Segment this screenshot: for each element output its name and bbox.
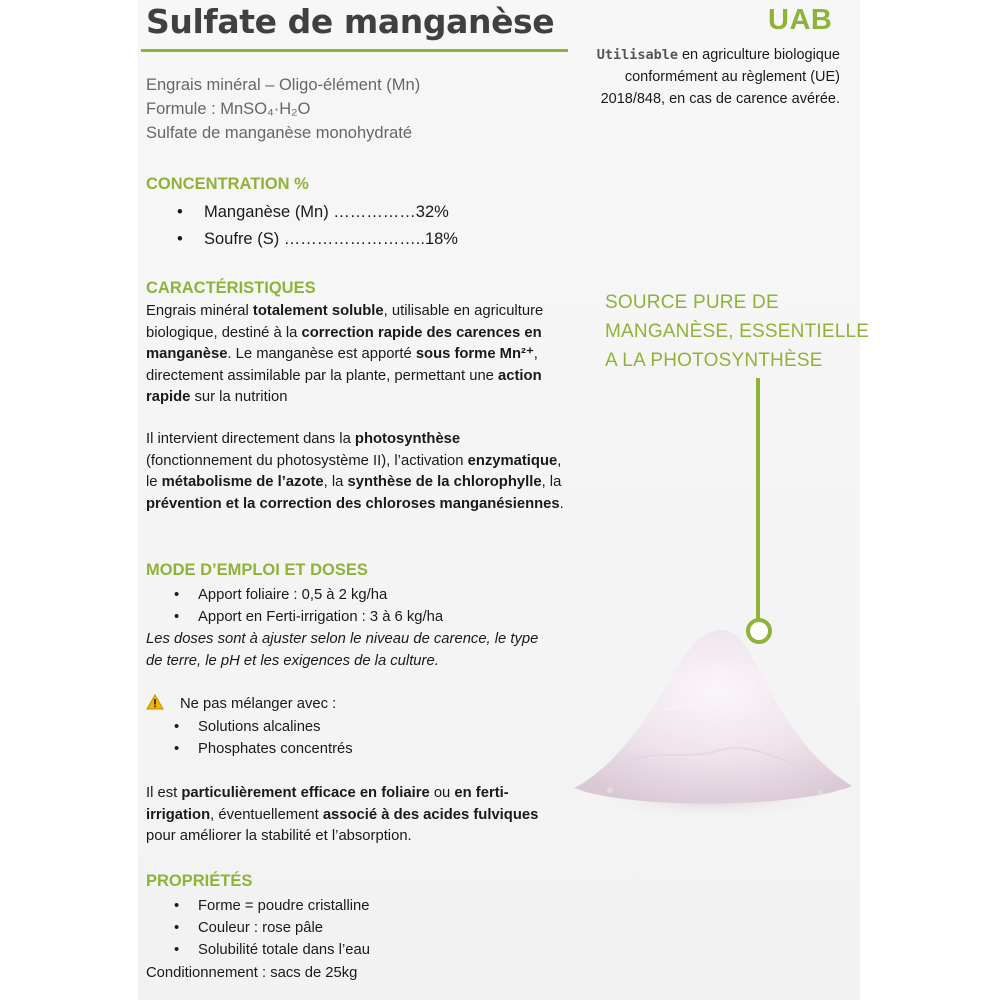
text-run: Il est bbox=[146, 785, 182, 801]
warning-line bbox=[146, 693, 336, 717]
warning-label: Ne pas mélanger avec : bbox=[180, 696, 337, 712]
bold-text: enzymatique bbox=[467, 452, 558, 469]
subtitle-formula: Formule : MnSO₄·H₂O bbox=[146, 100, 311, 118]
usage-list bbox=[172, 584, 443, 628]
uab-note-line3: 2018/848, en cas de carence avérée. bbox=[600, 91, 840, 107]
text-run: , la bbox=[323, 474, 348, 490]
text-run: ou bbox=[429, 785, 455, 801]
list-item: • Phosphates concentrés bbox=[172, 738, 353, 760]
properties-heading: PROPRIÉTÉS bbox=[146, 872, 253, 890]
bold-text: correction rapide des carences en manganèse bbox=[146, 324, 542, 362]
callout-connector-line bbox=[756, 378, 760, 621]
list-item: • Apport foliaire : 0,5 à 2 kg/ha bbox=[172, 584, 443, 606]
uab-note-line2: conformément au règlement (UE) bbox=[624, 69, 840, 85]
list-item: • Apport en Ferti-irrigation : 3 à 6 kg/ha bbox=[172, 606, 443, 628]
text-run: , le bbox=[146, 452, 562, 490]
subtitle-type: Engrais minéral – Oligo-élément (Mn) bbox=[146, 76, 421, 94]
characteristics-paragraph-2 bbox=[146, 429, 566, 515]
bold-text: associé à des acides fulviques bbox=[322, 806, 539, 823]
text-run: pour améliorer la stabilité et l’absorption. bbox=[146, 828, 412, 844]
list-item: • Solutions alcalines bbox=[172, 716, 353, 738]
callout-line: SOURCE PURE DE bbox=[605, 292, 779, 313]
callout-text bbox=[605, 288, 869, 375]
text-run: , éventuellement bbox=[210, 806, 323, 823]
bold-text: prévention et la correction des chloroses manganésiennes bbox=[146, 495, 560, 512]
warning-icon bbox=[146, 694, 168, 717]
bold-text: particulièrement efficace en foliaire bbox=[181, 785, 430, 801]
text-run: Engrais minéral bbox=[146, 303, 253, 319]
list-item: • Solubilité totale dans l’eau bbox=[172, 939, 370, 961]
bold-text: en ferti-irrigation bbox=[146, 785, 509, 823]
powder-pile-image bbox=[570, 610, 855, 825]
text-run: . bbox=[559, 495, 564, 512]
characteristics-heading: CARACTÉRISTIQUES bbox=[146, 279, 316, 297]
bold-text: totalement soluble bbox=[252, 303, 384, 319]
usage-note: Les doses sont à ajuster selon le niveau de carence, le type de terre, le pH et les exigences de la culture. bbox=[146, 631, 539, 669]
text-run: Il intervient directement dans la bbox=[146, 431, 355, 447]
concentration-heading: CONCENTRATION % bbox=[146, 175, 309, 193]
bold-text: métabolisme de l’azote bbox=[161, 474, 324, 490]
list-item: • Soufre (S) ……………………..18% bbox=[175, 226, 458, 253]
efficacy-paragraph bbox=[146, 783, 571, 848]
callout-line: MANGANÈSE, ESSENTIELLE bbox=[605, 321, 870, 342]
uab-badge: UAB bbox=[768, 4, 833, 36]
text-run: sur la nutrition bbox=[190, 389, 288, 405]
text-run: (fonctionnement du photosystème II), l’activation bbox=[146, 452, 468, 469]
list-item: • Manganèse (Mn) ……………32% bbox=[175, 199, 458, 226]
usage-heading: MODE D’EMPLOI ET DOSES bbox=[146, 561, 368, 579]
title-underline bbox=[141, 49, 568, 52]
callout-line: A LA PHOTOSYNTHÈSE bbox=[605, 350, 823, 371]
text-run: , utilisable en agriculture biologique, destiné à la bbox=[146, 303, 544, 341]
product-subtitle bbox=[146, 73, 420, 145]
list-item: • Forme = poudre cristalline bbox=[172, 895, 370, 917]
bold-text: action rapide bbox=[146, 367, 542, 405]
text-run: , directement assimilable par la plante, permettant une bbox=[146, 346, 538, 384]
bold-text: synthèse de la chlorophylle bbox=[347, 474, 542, 490]
text-run: , la bbox=[541, 474, 562, 490]
warning-list bbox=[172, 716, 353, 760]
uab-note-lead: Utilisable bbox=[596, 47, 678, 63]
uab-note-line1: en agriculture biologique bbox=[677, 47, 840, 63]
characteristics-paragraph-1 bbox=[146, 301, 566, 409]
properties-list bbox=[172, 895, 370, 961]
product-title: Sulfate de manganèse bbox=[146, 2, 555, 41]
bold-text: photosynthèse bbox=[354, 431, 461, 447]
concentration-list bbox=[175, 199, 458, 253]
bold-text: sous forme Mn²⁺ bbox=[415, 346, 534, 362]
packaging-line: Conditionnement : sacs de 25kg bbox=[146, 965, 358, 981]
text-run: . Le manganèse est apporté bbox=[227, 346, 416, 362]
subtitle-name: Sulfate de manganèse monohydraté bbox=[146, 124, 413, 142]
list-item: • Couleur : rose pâle bbox=[172, 917, 370, 939]
uab-note bbox=[550, 44, 840, 110]
